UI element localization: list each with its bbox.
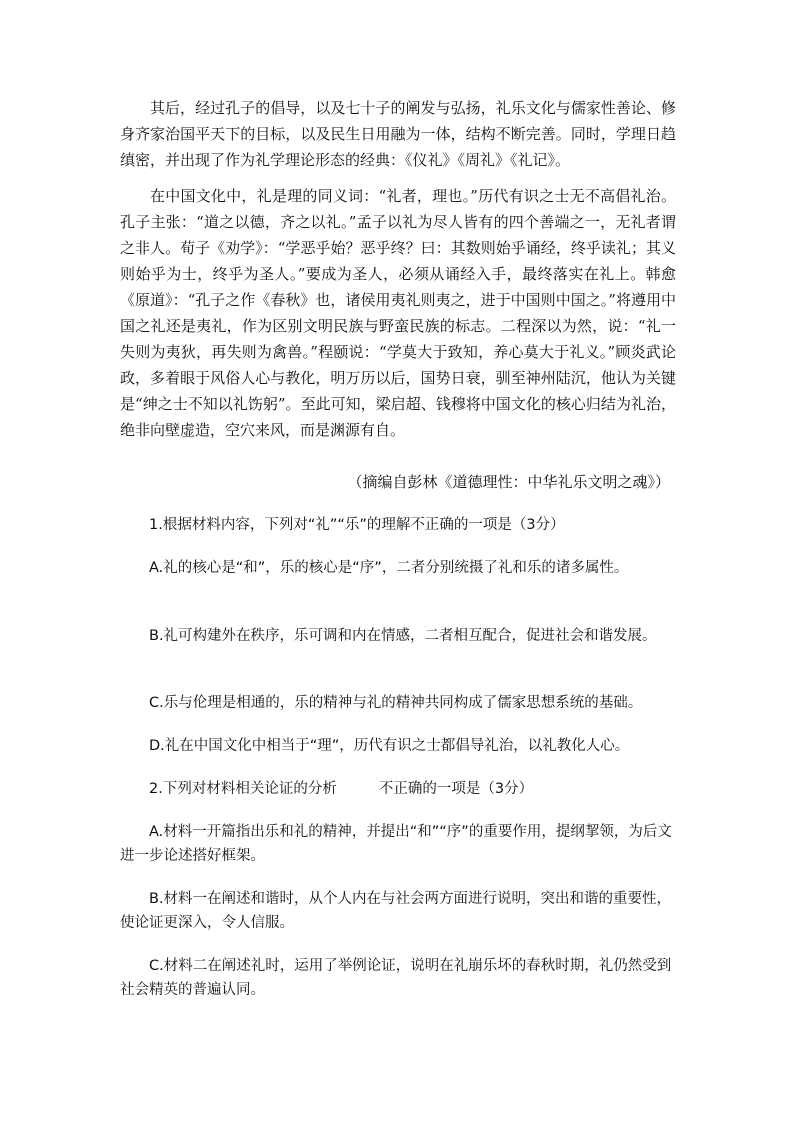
question-1-option-b: B.礼可构建外在秩序，乐可调和内在情感，二者相互配合，促进社会和谐发展。 xyxy=(149,628,657,644)
question-1-option-d: D.礼在中国文化中相当于“理”，历代有识之士都倡导礼治，以礼教化人心。 xyxy=(149,738,630,754)
paragraph-1: 其后，经过孔子的倡导，以及七十子的阐发与弘扬，礼乐文化与儒家性善论、修身齐家治国平天下的目标，以及民生日用融为一体，结构不断完善。同时，学理日趋缜密，并出现了作为礼学理论形态的经典：《仪礼》《周礼》《礼记》。 xyxy=(120,99,676,169)
question-1-option-a: A.礼的核心是“和”，乐的核心是“序”，二者分别统摄了礼和乐的诸多属性。 xyxy=(149,560,629,576)
question-2-option-b: B.材料一在阐述和谐时，从个人内在与社会两方面进行说明，突出和谐的重要性，使论证更深入，令人信服。 xyxy=(120,891,672,931)
question-1-option-c: C.乐与伦理是相通的，乐的精神与礼的精神共同构成了儒家思想系统的基础。 xyxy=(149,695,643,711)
question-2-option-c: C.材料二在阐述礼时，运用了举例论证，说明在礼崩乐坏的春秋时期，礼仍然受到社会精英的普遍认同。 xyxy=(120,958,672,998)
question-2-stem-part-a: 2.下列对材料相关论证的分析 xyxy=(149,781,337,797)
question-2-stem-part-b: 不正确的一项是（3分） xyxy=(378,781,534,797)
question-2-stem xyxy=(120,777,676,801)
question-2-option-a: A.材料一开篇指出乐和礼的精神，并提出“和”“序”的重要作用，提纲挈领，为后文进一步论述搭好框架。 xyxy=(120,824,672,864)
paragraph-2: 在中国文化中，礼是理的同义词：“礼者，理也。”历代有识之士无不高倡礼治。孔子主张：“道之以德，齐之以礼。”孟子以礼为尽人皆有的四个善端之一，无礼者谓之非人。荀子《劝学》：“学恶乎始？恶乎终？曰：其数则始乎诵经，终乎读礼；其义则始乎为士，终乎为圣人。”要成为圣人，必须从诵经入手，最终落实在礼上。韩愈《原道》：“孔子之作《春秋》也，诸侯用夷礼则夷之，进于中国则中国之。”将遵用中国之礼还是夷礼，作为区别文明民族与野蛮民族的标志。二程深以为然，说：“礼一失则为夷狄，再失则为禽兽。”程颐说：“学莫大于致知，养心莫大于礼义。”顾炎武论政，多着眼于风俗人心与教化，明万历以后，国势日衰，驯至神州陆沉，他认为关键是“绅之士不知以礼饬躬”。至此可知，梁启超、钱穆将中国文化的核心归结为礼治，绝非向壁虚造，空穴来风，而是渊源有自。 xyxy=(120,187,676,439)
question-1-stem: 1.根据材料内容，下列对“礼”“乐”的理解不正确的一项是（3分） xyxy=(149,517,565,533)
source-citation: （摘编自彭林《道德理性：中华礼乐文明之魂》） xyxy=(347,473,670,491)
